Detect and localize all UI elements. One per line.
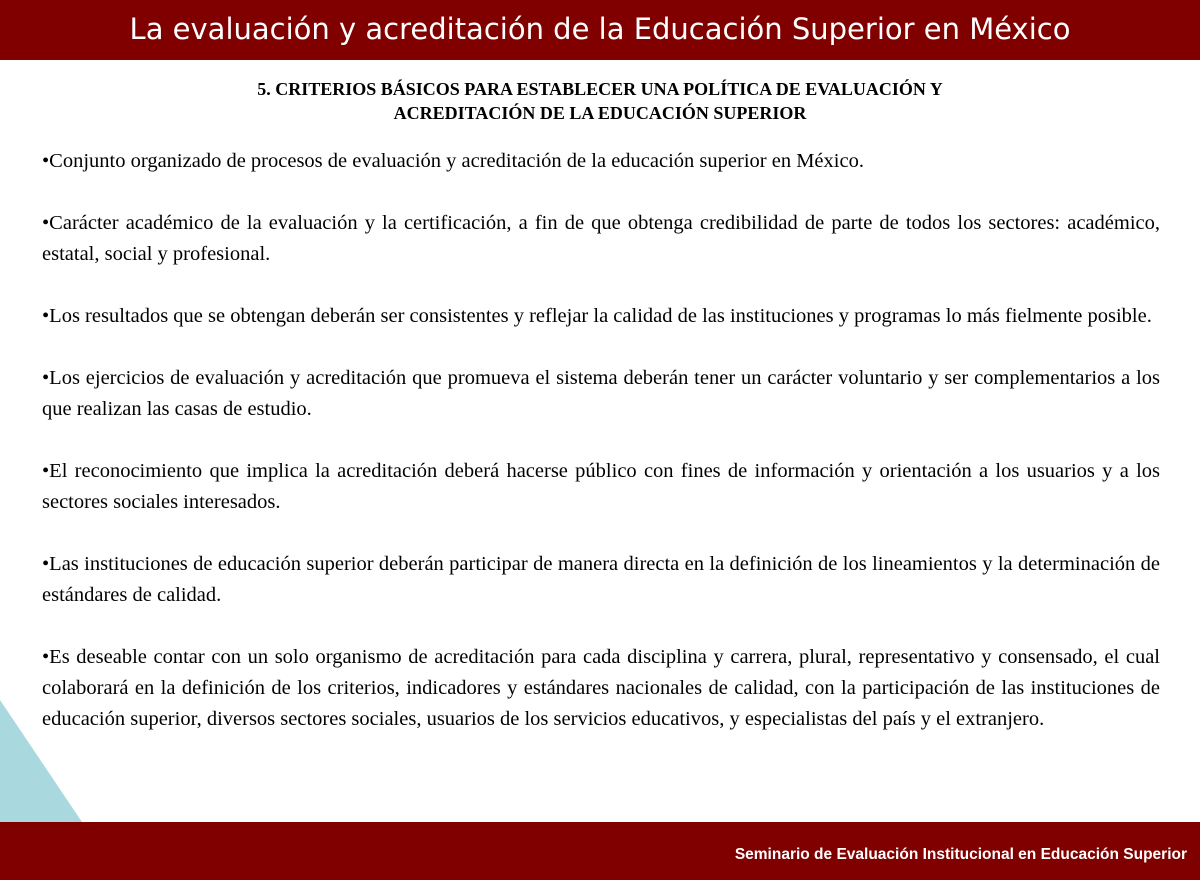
bullet-item: •Los ejercicios de evaluación y acreditación que promueva el sistema deberán tener un carácter voluntario y ser complementarios a los que realizan las casas de estudio. bbox=[42, 367, 1160, 420]
footer-bar bbox=[0, 822, 1200, 880]
bullet-item: •Los resultados que se obtengan deberán ser consistentes y reflejar la calidad de las instituciones y programas lo más fielmente posible. bbox=[42, 305, 1152, 327]
section-heading-line-2: ACREDITACIÓN DE LA EDUCACIÓN SUPERIOR bbox=[393, 103, 807, 123]
bullet-item: •Carácter académico de la evaluación y la certificación, a fin de que obtenga credibilidad de parte de todos los sectores: académico, estatal, social y profesional. bbox=[42, 212, 1160, 265]
footer-text: Seminario de Evaluación Institucional en Educación Superior bbox=[734, 846, 1187, 863]
bullet-item: •Es deseable contar con un solo organismo de acreditación para cada disciplina y carrera, plural, representativo y consensado, el cual colaborará en la definición de los criterios, indicadores y estándares nacionales de calidad, con la participación de las instituciones de educación superior, diversos sectores sociales, usuarios de los servicios educativos, y especialistas del país y el extranjero. bbox=[42, 646, 1160, 730]
bullet-list bbox=[42, 146, 1160, 735]
bullet-item: •Las instituciones de educación superior deberán participar de manera directa en la definición de los lineamientos y la determinación de estándares de calidad. bbox=[42, 553, 1160, 606]
bullet-item: •El reconocimiento que implica la acreditación deberá hacerse público con fines de información y orientación a los usuarios y a los sectores sociales interesados. bbox=[42, 460, 1160, 513]
bullet-item: •Conjunto organizado de procesos de evaluación y acreditación de la educación superior en México. bbox=[42, 150, 864, 172]
section-heading-line-1: 5. CRITERIOS BÁSICOS PARA ESTABLECER UNA POLÍTICA DE EVALUACIÓN Y bbox=[257, 79, 943, 99]
title-bar bbox=[0, 0, 1200, 60]
page-title: La evaluación y acreditación de la Educación Superior en México bbox=[129, 12, 1071, 46]
section-heading bbox=[100, 77, 1100, 125]
